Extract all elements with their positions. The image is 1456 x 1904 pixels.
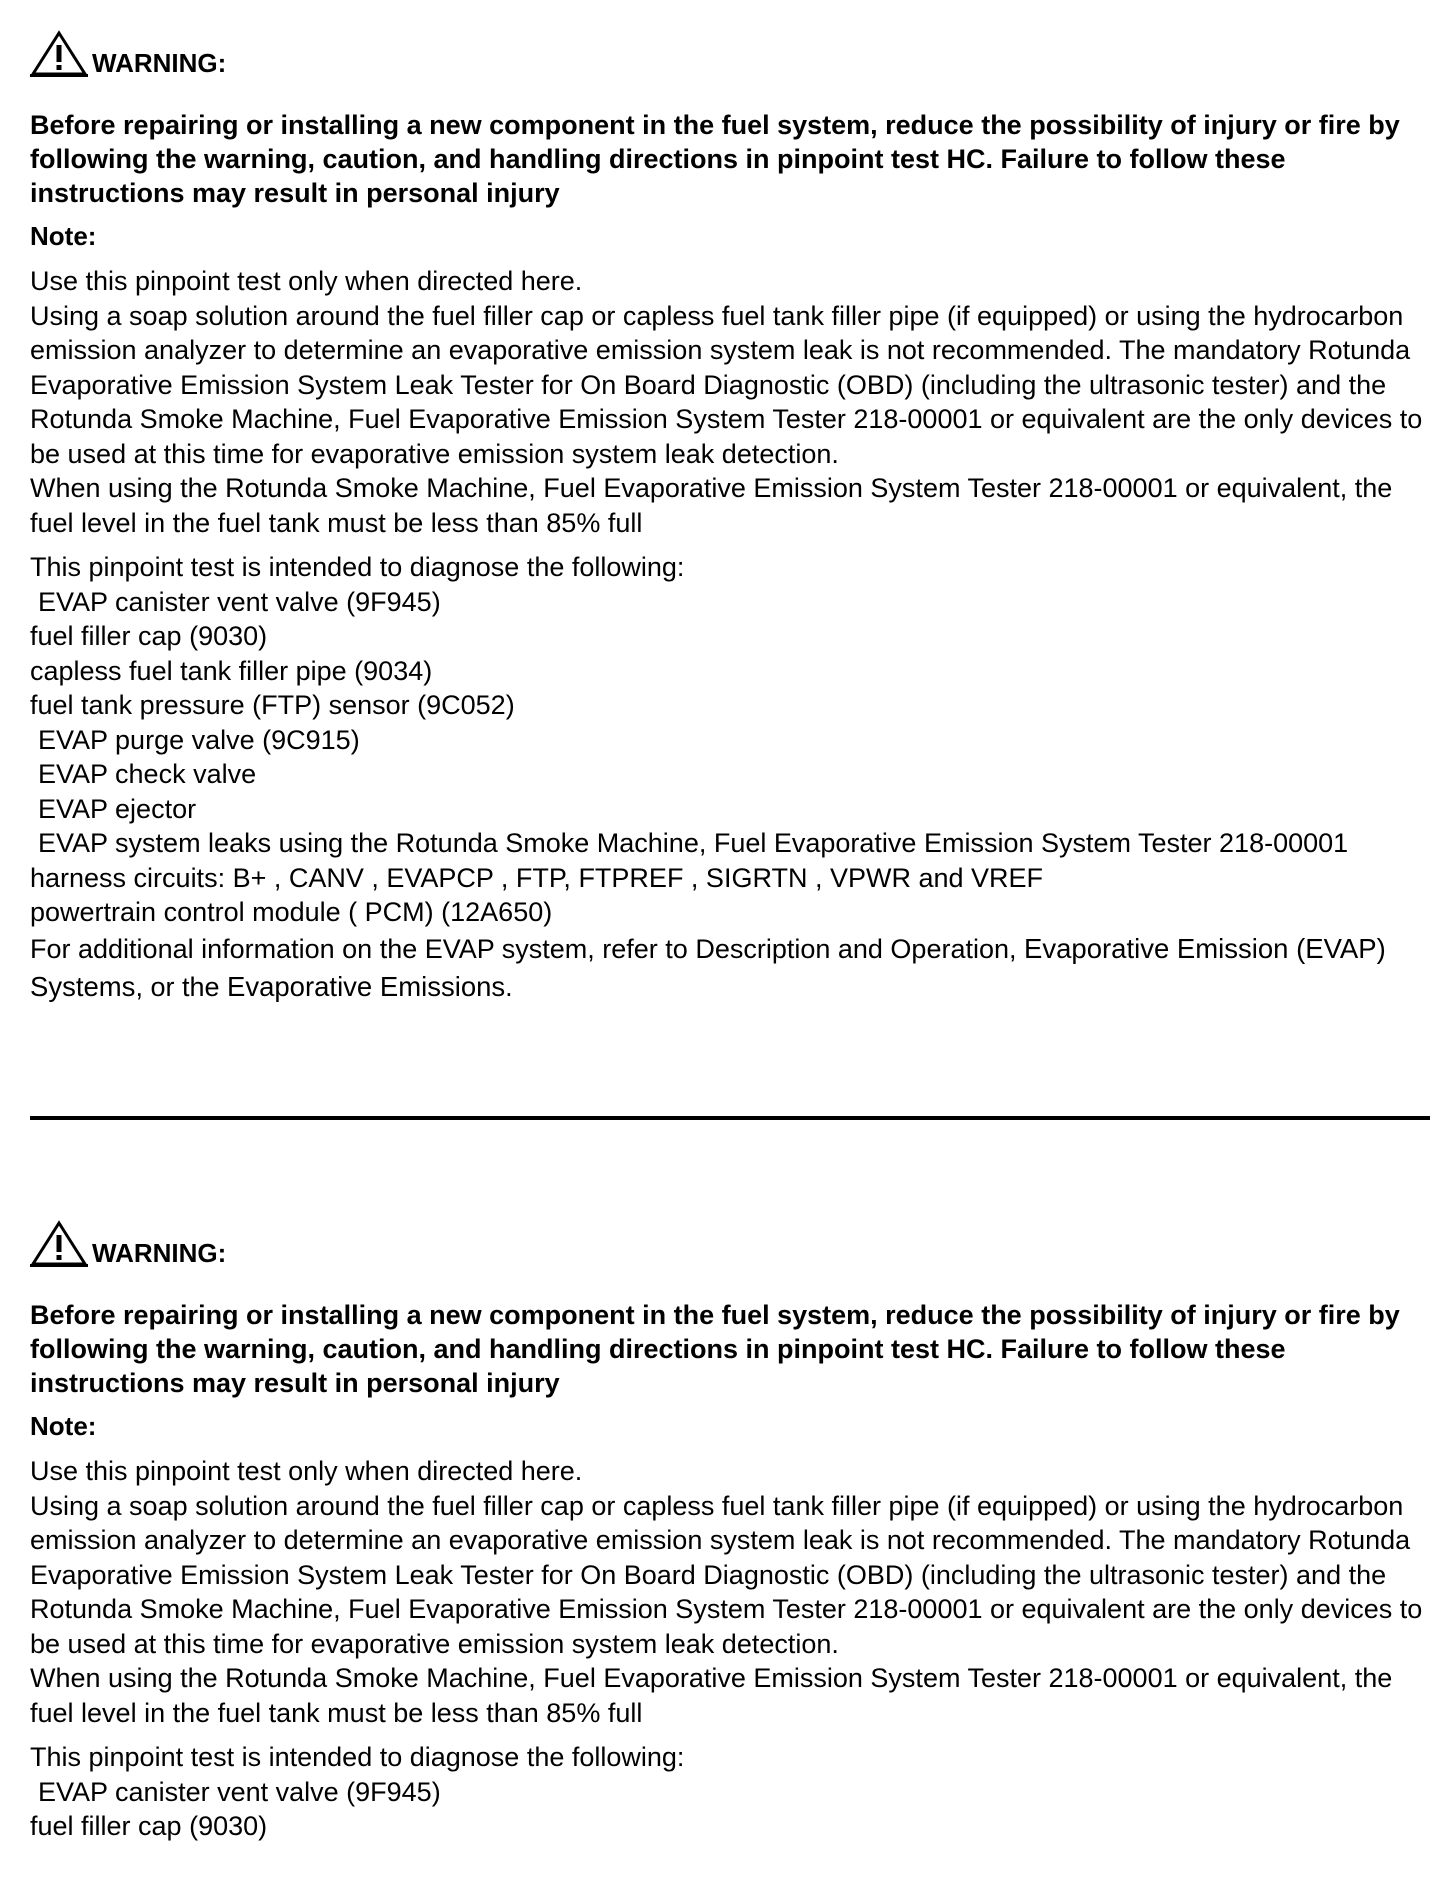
warning-label: WARNING: — [92, 1238, 227, 1268]
diagnosis-item: EVAP check valve — [38, 759, 257, 789]
note-paragraph: Using a soap solution around the fuel filler cap or capless fuel tank filler pipe (if equipped) or using the hydrocarbon emission analyzer to determine an evaporative emission system leak is not recommended. The mandatory Rotunda Evaporative Emission System Leak Tester for On Board Diagnostic (OBD) (including the ultrasonic tester) and the Rotunda Smoke Machine, Fuel Evaporative Emission System Tester 218-00001 or equivalent are the only devices to be used at this time for evaporative emission system leak detection. — [30, 300, 1423, 469]
note-paragraph: When using the Rotunda Smoke Machine, Fuel Evaporative Emission System Tester 218-00001 or equivalent, the fuel level in the fuel tank must be less than 85% full — [30, 1663, 1393, 1728]
diagnosis-item: powertrain control module ( PCM) (12A650) — [30, 897, 553, 927]
diagnosis-item: capless fuel tank filler pipe (9034) — [30, 655, 433, 686]
diagnosis-item: fuel filler cap (9030) — [30, 621, 268, 651]
note-paragraph: When using the Rotunda Smoke Machine, Fuel Evaporative Emission System Tester 218-00001 or equivalent, the fuel level in the fuel tank must be less than 85% full — [30, 473, 1393, 538]
section-divider — [30, 1116, 1430, 1120]
reference-end: . — [505, 971, 513, 1002]
diagnosis-item: EVAP canister vent valve (9F945) — [38, 586, 441, 617]
warning-label: WARNING: — [92, 48, 227, 78]
diagnosis-intro: This pinpoint test is intended to diagnose the following: — [30, 1742, 685, 1772]
diagnosis-item: EVAP canister vent valve (9F945) — [38, 1776, 441, 1807]
diagnosis-item: EVAP ejector — [38, 793, 197, 824]
diagnosis-item: EVAP purge valve (9C915) — [38, 724, 360, 755]
warning-text: Before repairing or installing a new component in the fuel system, reduce the possibility of injury or fire by following the warning, caution, and handling directions in pinpoint test HC. Failure to follow these instructions may result in personal injury — [30, 110, 1400, 208]
note-paragraph: Use this pinpoint test only when directed here. — [30, 1456, 583, 1486]
diagnosis-item: fuel tank pressure (FTP) sensor (9C052) — [30, 690, 515, 720]
warning-header — [30, 1212, 1430, 1268]
diagnosis-item: harness circuits: B+ , CANV , EVAPCP , FTP, FTPREF , SIGRTN , VPWR and VREF — [30, 862, 1044, 893]
reference-paragraph — [30, 930, 1430, 1006]
warning-triangle-icon — [30, 1220, 88, 1268]
note-label: Note: — [30, 221, 97, 251]
reference-link-evap-emissions[interactable]: Evaporative Emissions — [227, 970, 506, 1002]
diagnosis-item: EVAP system leaks using the Rotunda Smoke Machine, Fuel Evaporative Emission System Tester 218-00001 — [38, 828, 1349, 858]
note-paragraph: Using a soap solution around the fuel filler cap or capless fuel tank filler pipe (if equipped) or using the hydrocarbon emission analyzer to determine an evaporative emission system leak is not recommended. The mandatory Rotunda Evaporative Emission System Leak Tester for On Board Diagnostic (OBD) (including the ultrasonic tester) and the Rotunda Smoke Machine, Fuel Evaporative Emission System Tester 218-00001 or equivalent are the only devices to be used at this time for evaporative emission system leak detection. — [30, 1490, 1423, 1659]
note-paragraph: Use this pinpoint test only when directed here. — [30, 266, 583, 296]
diagnosis-intro: This pinpoint test is intended to diagnose the following: — [30, 552, 685, 582]
warning-text: Before repairing or installing a new component in the fuel system, reduce the possibility of injury or fire by following the warning, caution, and handling directions in pinpoint test HC. Failure to follow these instructions may result in personal injury — [30, 1300, 1400, 1398]
note-label: Note: — [30, 1411, 97, 1441]
reference-text: For additional information on the EVAP system, refer to Description and Operation, — [30, 933, 1017, 964]
warning-header — [30, 22, 1430, 78]
instruction-section-2 — [30, 1212, 1430, 1844]
reference-link-evap-systems[interactable]: Evaporative Emission (EVAP) Systems — [30, 932, 1386, 1002]
warning-triangle-icon — [30, 30, 88, 78]
instruction-section-1 — [30, 22, 1430, 1006]
diagnosis-item: fuel filler cap (9030) — [30, 1811, 268, 1841]
reference-connector: , or the — [135, 971, 220, 1002]
